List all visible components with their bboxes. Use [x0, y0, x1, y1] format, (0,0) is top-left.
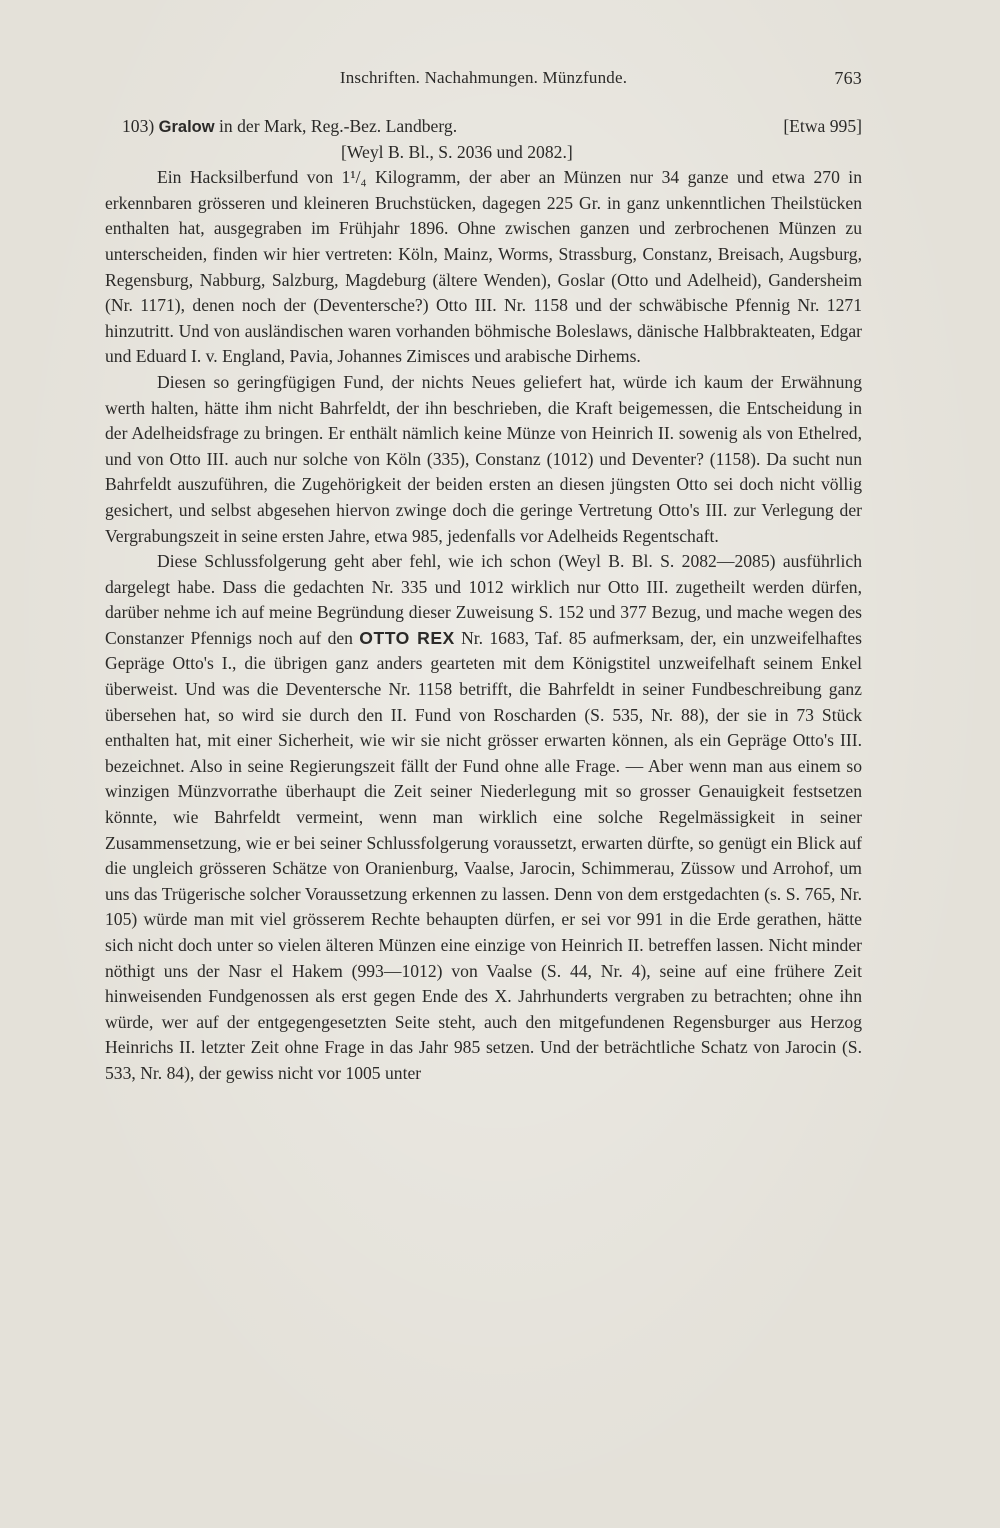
entry-reference: [Weyl B. Bl., S. 2036 und 2082.] [341, 141, 573, 162]
entry-place-rest: in der Mark, Reg.-Bez. Landberg. [219, 116, 458, 136]
running-title: Inschriften. Nachahmungen. Münzfunde. [339, 68, 628, 87]
entry-heading [105, 114, 862, 140]
page-number: 763 [834, 68, 862, 88]
otto-rex-inscription: OTTO REX [359, 627, 455, 648]
entry-place: Gralow [158, 118, 215, 136]
page-body [105, 114, 862, 1087]
paragraph-3-part-1: Diese Schlussfolgerung geht aber fehl, wie ich schon (Weyl B. Bl. S. 2082—2085) ausführlich dargelegt habe. Dass die gedachten Nr. 335 und 1012 wirklich nur Otto III. zugetheilt werden dürfen, darüber nehme ich auf meine Begründung dieser Zuweisung S. 152 und 377 Bezug, und mache wegen des Constanzer Pfennigs noch auf den [105, 551, 862, 648]
running-header [105, 68, 862, 96]
paragraph-3-part-2: Nr. 1683, Taf. 85 aufmerksam, der, ein unzweifelhaftes Gepräge Otto's I., die übrigen ganz anders gearteten mit dem Königstitel unzweifelhaft seinem Enkel überweist. Und was die Deventersche Nr. 1158 betrifft, die Bahrfeldt in seiner Fundbeschreibung ganz übersehen hat, so wird sie durch den II. Fund von Roscharden (S. 535, Nr. 88), der sie in 73 Stück enthalten hat, mit einer Sicherheit, wie wir sie nicht grösser erwarten können, als ein Gepräge Otto's III. bezeichnet. Also in seine Regierungszeit fällt der Fund ohne alle Frage. — Aber wenn man aus einem so winzigen Münzvorrathe überhaupt die Zeit seiner Niederlegung mit so grosser Genauigkeit festsetzen könnte, wie Bahrfeldt vermeint, wenn man wirklich eine solche Regelmässigkeit in seiner Zusammensetzung, wie er bei seiner Schlussfolgerung voraussetzt, erwarten dürfte, so genügt ein Blick auf die ungleich grösseren Schätze von Oranienburg, Vaalse, Jarocin, Schimmerau, Züssow und Arrohof, um uns das Trügerische solcher Voraussetzung erkennen zu lassen. Denn von dem erstgedachten (s. S. 765, Nr. 105) würde man mit viel grösserem Rechte behaupten dürfen, er sei vor 991 in die Erde gerathen, hätte sich nicht doch unter so vielen älteren Münzen eine einzige von Heinrich II. betreffen lassen. Nicht minder nöthigt uns der Nasr el Hakem (993—1012) von Vaalse (S. 44, Nr. 4), seine auf eine frühere Zeit hinweisenden Fundgenossen als erst gegen Ende des X. Jahrhunderts vergraben zu betrachten; ohne ihn würde, wer auf der entgegengesetzten Seite steht, auch den mitgefundenen Regensburger aus Herzog Heinrichs II. letzter Zeit ohne Frage in das Jahr 985 setzen. Und der beträchtliche Schatz von Jarocin (S. 533, Nr. 84), der gewiss nicht vor 1005 unter [105, 627, 862, 1083]
entry-number: 103) [122, 116, 155, 136]
paragraph-1: Ein Hacksilberfund von 1¹/₄ Kilogramm, der aber an Münzen nur 34 ganze und etwa 270 in erkennbaren grösseren und kleineren Bruchstücken, dagegen 225 Gr. in ganz unkenntlichen Theilstücken enthalten hat, ausgegraben im Frühjahr 1896. Ohne zwischen ganzen und zerbrochenen Münzen zu unterscheiden, finden wir hier vertreten: Köln, Mainz, Worms, Strassburg, Constanz, Breisach, Augsburg, Regensburg, Nabburg, Salzburg, Magdeburg (ältere Wenden), Goslar (Otto und Adelheid), Gandersheim (Nr. 1171), denen noch der (Deventersche?) Otto III. Nr. 1158 und der schwäbische Pfennig Nr. 1271 hinzutritt. Und von ausländischen waren vorhanden böhmische Boleslaws, dänische Halbbrakteaten, Edgar und Eduard I. v. England, Pavia, Johannes Zimisces und arabische Dirhems. [105, 167, 862, 367]
paragraph-2: Diesen so geringfügigen Fund, der nichts Neues geliefert hat, würde ich kaum der Erwähnung werth halten, hätte ihm nicht Bahrfeldt, der ihn beschrieben, die Kraft beigemessen, die Entscheidung in der Adelheidsfrage zu bringen. Er enthält nämlich keine Münze von Heinrich II. sowenig als von Ethelred, und von Otto III. auch nur solche von Köln (335), Constanz (1012) und Deventer? (1158). Da sucht nun Bahrfeldt auszuführen, die Zugehörigkeit der beiden ersten an diesen jüngsten Otto sei doch nicht völlig gesichert, und selbst abgesehen hiervon zwinge doch die geringe Vertretung Otto's III. zur Verlegung der Vergrabungszeit in seine ersten Jahre, etwa 985, jedenfalls vor Adelheids Regentschaft. [105, 371, 862, 546]
entry-date: [Etwa 995] [783, 116, 862, 136]
paragraph-3 [105, 549, 862, 1086]
